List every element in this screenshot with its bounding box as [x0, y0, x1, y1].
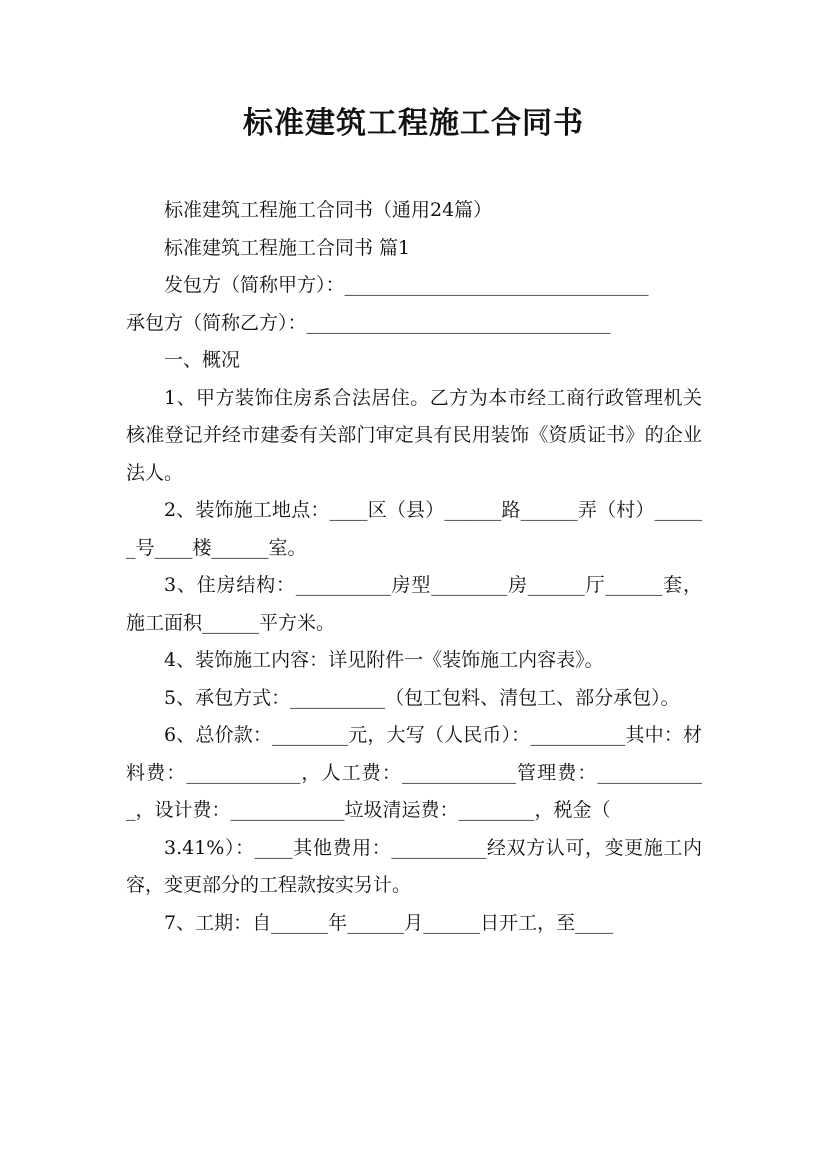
clause-6-continued-paragraph: 3.41%）：____其他费用：__________经双方认可，变更施工内容，变更部分的工程款按实另计。: [126, 836, 702, 896]
clause-5-paragraph: 5、承包方式：__________（包工包料、清包工、部分承包）。: [164, 686, 680, 709]
clause-4-paragraph: 4、装饰施工内容：详见附件一《装饰施工内容表》。: [164, 649, 604, 671]
party-a-paragraph: 发包方（简称甲方）：________________________________: [164, 274, 649, 296]
subtitle-paragraph: 标准建筑工程施工合同书（通用24篇）: [164, 199, 493, 221]
clause-7-paragraph: 7、工期：自______年______月______日开工，至____: [164, 911, 614, 934]
document-body: [126, 192, 702, 942]
document-title: 标准建筑工程施工合同书: [243, 106, 584, 141]
section-heading-paragraph: 标准建筑工程施工合同书 篇1: [164, 236, 411, 259]
overview-heading: 一、概况: [164, 349, 241, 371]
party-b-paragraph: 承包方（简称乙方）：________________________________: [126, 311, 611, 334]
clause-3-paragraph: 3、住房结构：__________房型________房______厅______套，施工面积______平方米。: [126, 574, 702, 634]
clause-6-paragraph: 6、总价款：________元，大写（人民币）：__________其中：材料费：____________，人工费：____________管理费：____________，设计费：____________垃圾清运费：________，税金（: [126, 724, 702, 821]
clause-1-paragraph: 1、甲方装饰住房系合法居住。乙方为本市经工商行政管理机关核准登记并经市建委有关部门审定具有民用装饰《资质证书》的企业法人。: [126, 386, 702, 484]
clause-2-paragraph: 2、装饰施工地点：____区（县）______路______弄（村）______号____楼______室。: [126, 499, 702, 559]
